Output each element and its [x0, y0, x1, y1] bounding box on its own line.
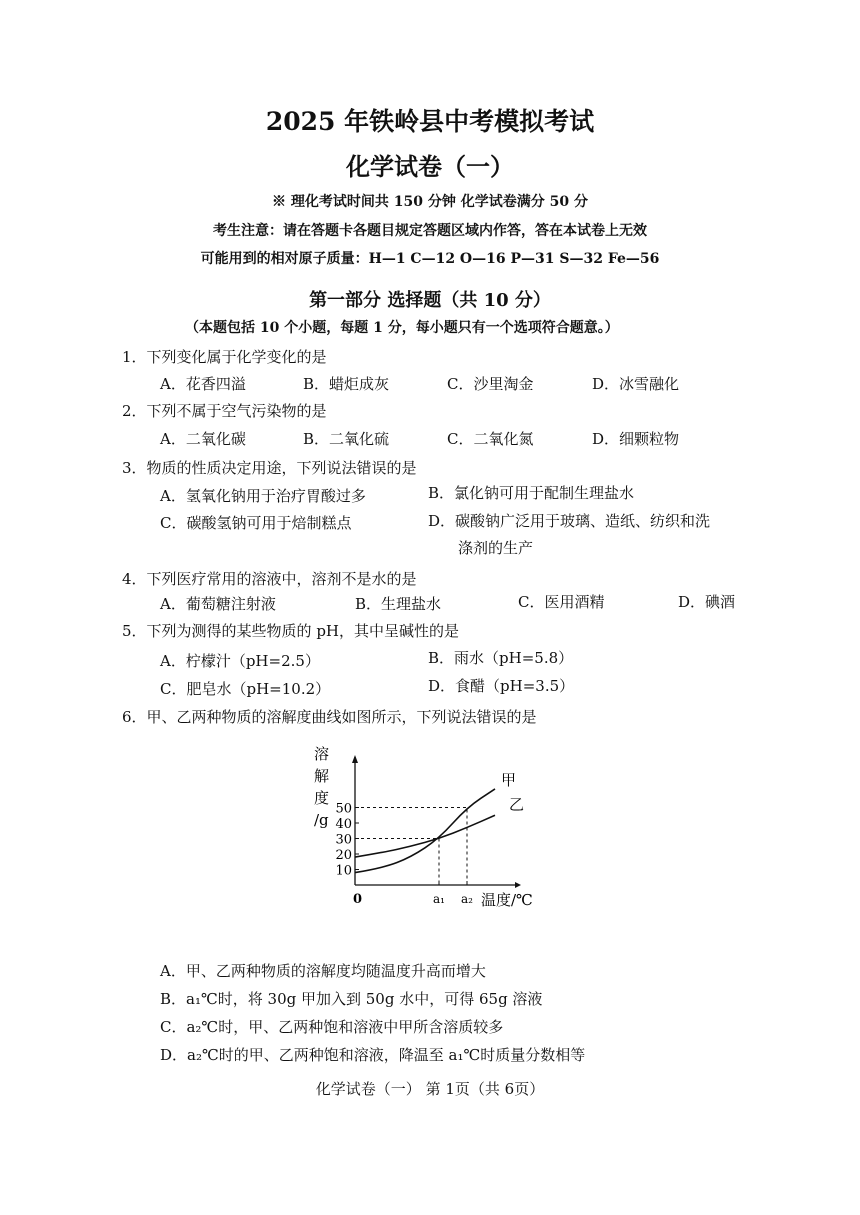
question-6-stem: 6．甲、乙两种物质的溶解度曲线如图所示，下列说法错误的是	[122, 708, 537, 726]
paper-subtitle: 化学试卷（一）	[346, 152, 514, 181]
q4-option-c: C．医用酒精	[518, 593, 605, 611]
q5-option-b: B．雨水（pH=5.8）	[428, 649, 574, 667]
y-tick-label: 20	[335, 848, 352, 863]
question-1-stem: 1．下列变化属于化学变化的是	[122, 348, 327, 366]
exam-title: 2025 年铁岭县中考模拟考试	[265, 107, 595, 136]
y-tick-label: 30	[335, 832, 352, 848]
q2-option-c: C．二氧化氮	[447, 430, 534, 448]
question-3-stem: 3．物质的性质决定用途，下列说法错误的是	[122, 459, 417, 477]
y-axis-label: /g	[314, 811, 329, 829]
series-curve-1	[355, 789, 495, 873]
q2-option-b: B．二氧化硫	[303, 430, 390, 448]
question-2-stem: 2．下列不属于空气污染物的是	[122, 402, 327, 420]
series-label-2: 乙	[509, 795, 525, 814]
q3-option-d: D．碳酸钠广泛用于玻璃、造纸、纺织和洗	[428, 512, 711, 530]
q4-option-d: D．碘酒	[678, 593, 736, 611]
q1-option-d: D．冰雪融化	[592, 375, 680, 393]
series-label-1: 甲	[501, 770, 517, 789]
y-axis-label: 解	[314, 767, 330, 785]
q3-option-c: C．碳酸氢钠可用于焙制糕点	[160, 514, 352, 532]
y-tick-label: 50	[335, 801, 352, 817]
page-footer: 化学试卷（一） 第 1页（共 6页）	[315, 1080, 545, 1098]
time-note: ※ 理化考试时间共 150 分钟 化学试卷满分 50 分	[272, 194, 588, 210]
x-axis-label: 温度/℃	[481, 891, 533, 909]
q5-option-d: D．食醋（pH=3.5）	[428, 677, 575, 695]
q5-option-c: C．肥皂水（pH=10.2）	[160, 680, 331, 698]
origin-label: 0	[353, 892, 363, 907]
series-curve-2	[355, 815, 495, 857]
y-axis-arrow	[352, 755, 358, 763]
q6-option-c: C．a₂℃时，甲、乙两种饱和溶液中甲所含溶质较多	[160, 1018, 504, 1036]
exam-notice: 考生注意：请在答题卡各题目规定答题区域内作答，答在本试卷上无效	[213, 223, 647, 239]
y-tick-label: 40	[335, 817, 352, 832]
y-tick-label: 10	[335, 863, 352, 879]
y-axis-label: 溶	[314, 745, 330, 763]
q3-option-d-continued: 涤剂的生产	[458, 539, 534, 557]
atomic-mass-line: 可能用到的相对原子质量：H—1 C—12 O—16 P—31 S—32 Fe—56	[200, 251, 660, 267]
q1-option-c: C．沙里淘金	[447, 375, 534, 393]
question-5-stem: 5．下列为测得的某些物质的 pH，其中呈碱性的是	[122, 622, 459, 640]
x-axis-arrow	[515, 882, 521, 888]
q5-option-a: A．柠檬汁（pH=2.5）	[160, 652, 320, 670]
q6-option-b: B．a₁℃时，将 30g 甲加入到 50g 水中，可得 65g 溶液	[160, 990, 543, 1008]
q6-option-a: A．甲、乙两种物质的溶解度均随温度升高而增大	[160, 962, 486, 980]
solubility-curve-chart	[300, 735, 540, 915]
q4-option-b: B．生理盐水	[355, 595, 442, 613]
q6-option-d: D．a₂℃时的甲、乙两种饱和溶液，降温至 a₁℃时质量分数相等	[160, 1046, 586, 1064]
q3-option-a: A．氢氧化钠用于治疗胃酸过多	[160, 487, 366, 505]
q2-option-d: D．细颗粒物	[592, 430, 680, 448]
question-4-stem: 4．下列医疗常用的溶液中，溶剂不是水的是	[122, 570, 417, 588]
section-note: （本题包括 10 个小题，每题 1 分，每小题只有一个选项符合题意。）	[185, 320, 619, 336]
x-tick-label: a₁	[433, 892, 445, 906]
q2-option-a: A．二氧化碳	[160, 430, 246, 448]
y-axis-label: 度	[314, 789, 330, 807]
section-title: 第一部分 选择题（共 10 分）	[309, 290, 551, 311]
q1-option-b: B．蜡炬成灰	[303, 375, 390, 393]
q1-option-a: A．花香四溢	[160, 375, 246, 393]
q4-option-a: A．葡萄糖注射液	[160, 595, 276, 613]
x-tick-label: a₂	[461, 892, 473, 906]
q3-option-b: B．氯化钠可用于配制生理盐水	[428, 484, 635, 502]
